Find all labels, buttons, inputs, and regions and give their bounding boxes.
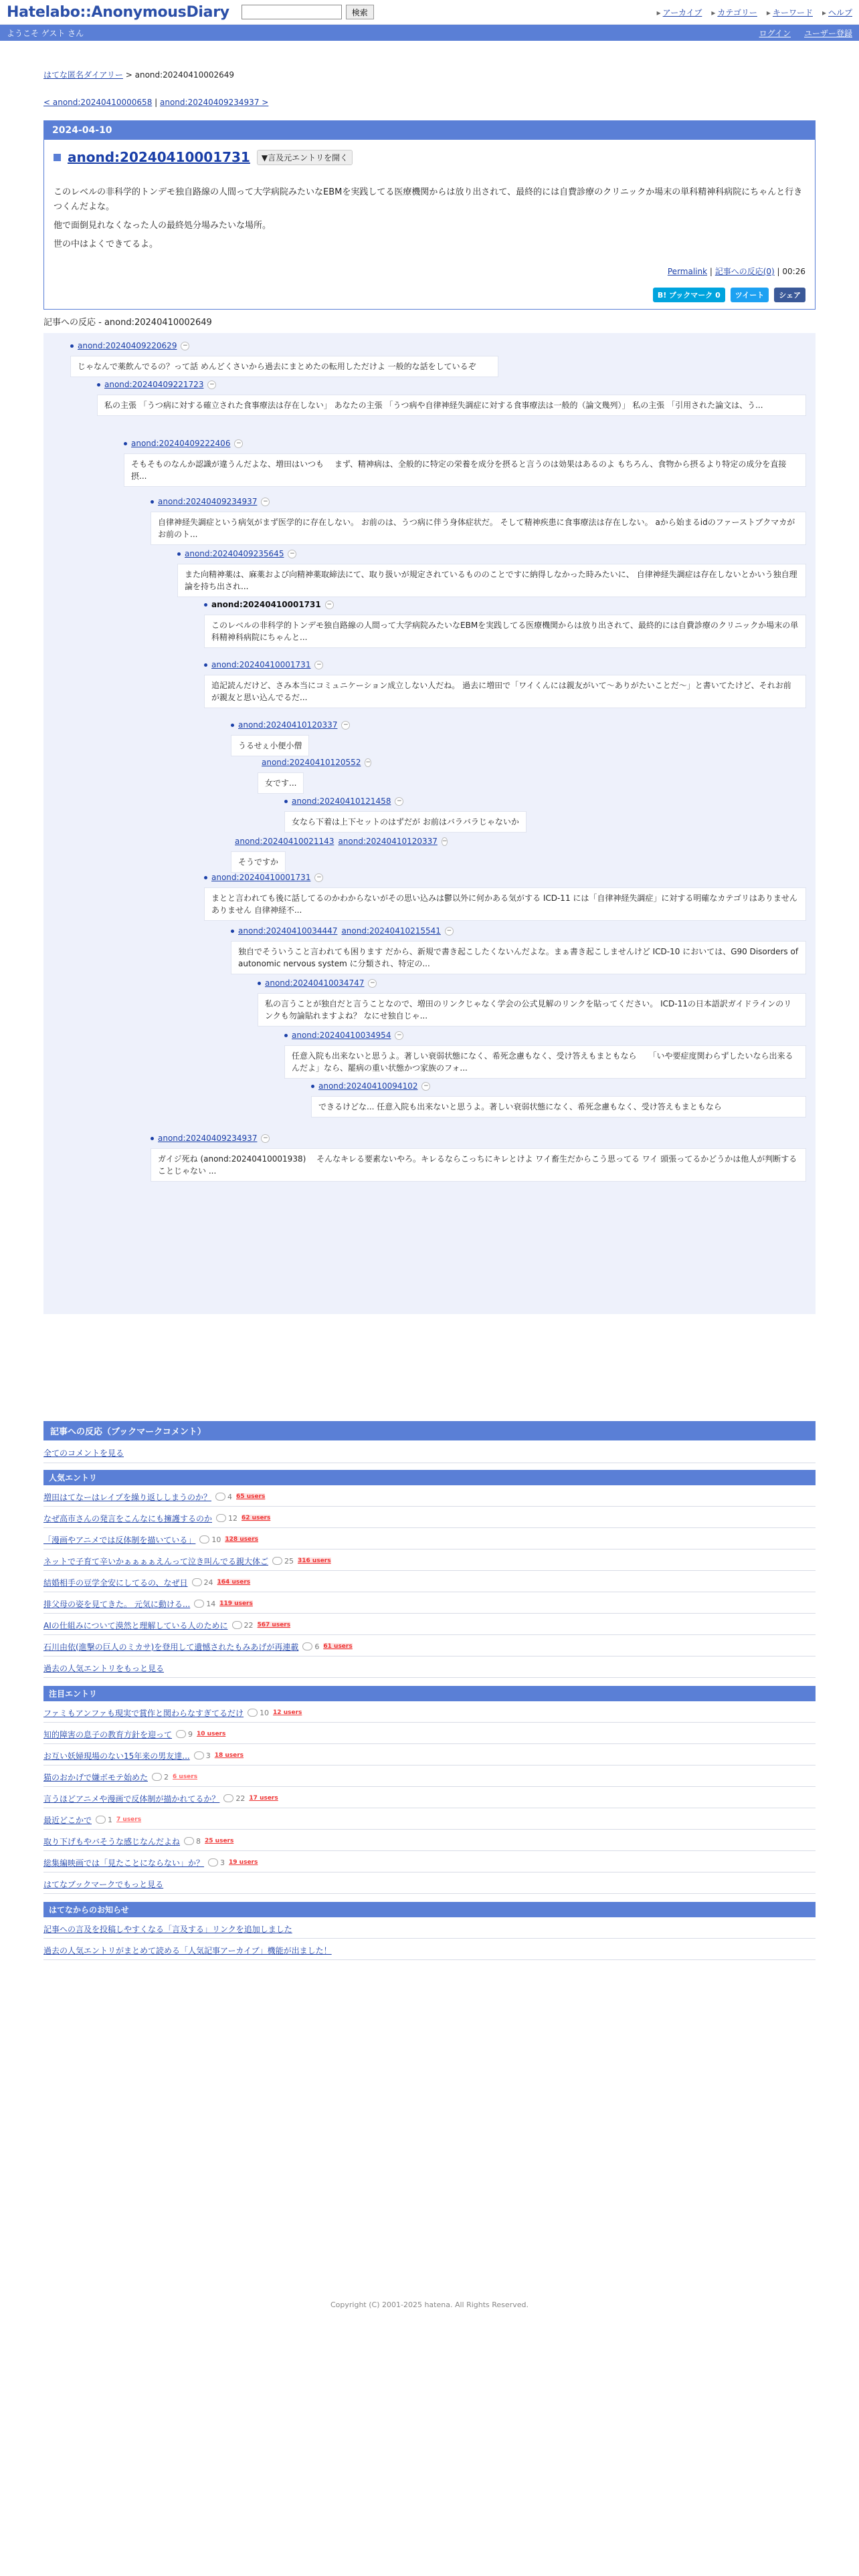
entry-list-link[interactable]: 言うほどアニメや漫画で反体制が描かれてるか？: [43, 1794, 220, 1804]
entry-list-link[interactable]: 増田はてなーはレイプを繰り返ししまうのか？: [43, 1492, 212, 1502]
reaction-text: 自律神経失調症という病気がまず医学的に存在しない。 お前のは、うつ病に伴う身体症状だ。 そして精神疾患に食事療法は存在しない。 aから始まるidのファーストブクマカがお前のト...: [151, 512, 806, 545]
reaction-node: [124, 437, 806, 487]
entry-list-link[interactable]: 猫のおかげで嫌ボモテ始めた: [43, 1772, 149, 1782]
reactions-link[interactable]: 記事への反応(0): [714, 267, 775, 276]
reaction-node: [284, 795, 559, 833]
bullet-icon: [124, 442, 127, 445]
reaction-text: できるけどな... 任意入院も出来ないと思うよ。著しい衰弱状態になく、希死念慮もなく、受け答えもまともなら: [311, 1096, 806, 1117]
comment-count: [208, 1858, 225, 1867]
entry-list-link[interactable]: 排父母の姿を見てきた。 元気に動ける...: [43, 1599, 191, 1609]
collapse-icon[interactable]: −: [421, 1082, 430, 1091]
comment-count-text: 24: [203, 1578, 213, 1587]
bullet-icon: [258, 982, 261, 985]
entry-list-link[interactable]: 取り下げもやバそうな感じなんだよね: [43, 1836, 181, 1846]
notable-header: 注目エントリ: [43, 1686, 816, 1701]
bookmark-users-badge[interactable]: 6 users: [173, 1774, 198, 1780]
bullet-icon: [284, 800, 288, 803]
comment-count: [223, 1794, 245, 1803]
bullet-icon: [177, 552, 181, 556]
reaction-text: 任意入院も出来ないと思うよ。著しい衰弱状態になく、希死念慮もなく、受け答えもまともなら 「いや要症度関わらずしたいなら出来るんだよ」なら、罷病の重い状態かつ家族のフォ...: [284, 1045, 806, 1079]
reaction-author-link[interactable]: anond:20240409234937: [158, 497, 258, 506]
collapse-icon[interactable]: −: [288, 550, 296, 558]
bookmark-users-badge[interactable]: 119 users: [219, 1600, 253, 1607]
entry-list-link[interactable]: なぜ高市さんの発言をこんなにも擁護するのか: [43, 1513, 213, 1523]
comment-count-text: 10: [211, 1535, 221, 1544]
comment-bubble-icon: [232, 1621, 242, 1629]
collapse-icon[interactable]: −: [445, 927, 454, 936]
bullet-icon: [311, 1085, 314, 1088]
reaction-node: [204, 659, 806, 708]
breadcrumb-current: anond:20240410002649: [134, 70, 235, 80]
entry-list-link[interactable]: 結婚相手の豆学全安にしてるの、なぜ日: [43, 1578, 188, 1588]
entry-list-link[interactable]: お互い妖婦現場のない15年来の男友達...: [43, 1751, 190, 1761]
comment-bubble-icon: [302, 1642, 312, 1650]
entry-title-link[interactable]: anond:20240410001731: [68, 149, 250, 165]
top-bar: [0, 0, 859, 25]
entry-list-link[interactable]: 総集編映画では「見たことにならない」か？: [43, 1858, 205, 1868]
comment-count-text: 22: [244, 1620, 254, 1630]
reaction-text: そもそものなんか認識が違うんだよな、増田はいつも まず、精神病は、全般的に特定の栄養を成分を摂ると言うのは効果はあるのよ もちろん、食物から摂るより特定の成分を直接摂...: [124, 453, 806, 487]
archive-link[interactable]: ▸ アーカイブ: [657, 7, 702, 18]
entry-list-item: [43, 1507, 816, 1528]
collapse-icon[interactable]: −: [368, 979, 377, 988]
entry-list-link[interactable]: 「漫画やアニメでは反体制を描いている」: [43, 1535, 196, 1545]
bullet-icon: [97, 383, 100, 387]
reaction-text: 追記読んだけど、さみ本当にコミュニケーション成立しない人だね。 過去に増田で「ワイくんには親友がいて〜ありがたいことだ〜」と書いてたけど、それお前が親友と思い込んでるだ...: [204, 675, 806, 708]
notices-header: はてなからのお知らせ: [43, 1902, 816, 1917]
entry-pager: [43, 98, 816, 107]
comment-count-text: 6: [314, 1642, 320, 1651]
comment-count-text: 14: [206, 1599, 216, 1608]
expand-referenced-button[interactable]: ▼言及元エントリを開く: [257, 150, 353, 165]
title-square-icon: [54, 154, 61, 161]
reaction-author-link[interactable]: anond:20240410120337: [238, 720, 338, 730]
reactions-title: 記事への反応 - anond:20240410002649: [43, 318, 212, 328]
reaction-text: また向精神薬は、麻薬および向精神薬取締法にて、取り扱いが規定されているもののことですに納得しなかった時みたいに、 自律神経失調症は存在しないとかいう独自理論を持ち出され...: [177, 564, 806, 597]
reaction-node: [258, 756, 371, 794]
bookmark-users-badge[interactable]: 62 users: [242, 1515, 271, 1521]
notice-link[interactable]: 過去の人気エントリがまとめて読める「人気記事アーカイブ」機能が出ました！: [43, 1945, 332, 1955]
bullet-icon: [231, 724, 234, 727]
reaction-node: [177, 548, 806, 597]
comment-bubble-icon: [152, 1773, 162, 1781]
bookmark-users-badge[interactable]: 65 users: [236, 1493, 266, 1500]
category-link[interactable]: ▸ カテゴリー: [711, 7, 757, 18]
reaction-text: ガイジ死ね (anond:20240410001938) そんなキレる要素ないやろ。キレるならこっちにキレとけよ ワイ畜生だからこう思ってる ワイ 頭張ってるかどうかは他人が判断することじゃない ...: [151, 1148, 806, 1182]
reaction-text: まとと言われても後に話してるのかわからないがその思い込みは鬱以外に何かある気がする ICD-11 には「自律神経失調症」に対する明確なカテゴリはありません ありません 自律神経不...: [204, 887, 806, 921]
comment-count: [232, 1621, 254, 1630]
comment-bubble-icon: [208, 1858, 218, 1866]
reaction-author-link[interactable]: anond:20240410021143: [235, 837, 335, 846]
reaction-author-link[interactable]: anond:20240410121458: [292, 796, 391, 806]
reaction-author-link[interactable]: anond:20240410034954: [292, 1031, 391, 1040]
notable-more: [43, 1872, 816, 1894]
comment-count-text: 8: [196, 1836, 201, 1846]
comment-bubble-icon: [272, 1557, 282, 1565]
bullet-icon: [231, 930, 234, 933]
entry-list-item: [43, 1528, 816, 1549]
entry-list-item: [43, 1787, 816, 1808]
bullet-icon: [70, 344, 74, 348]
top-links: [657, 7, 852, 18]
collapse-icon[interactable]: −: [314, 873, 323, 882]
notable-more-link[interactable]: はてなブックマークでもっと見る: [43, 1879, 164, 1889]
notable-list: [43, 1701, 816, 1872]
diary-entry: [43, 120, 816, 310]
reaction-text: 独自でそういうこと言われても困ります だから、新規で書き起こしたくないんだよな。まぁ書き起こしませんけど ICD-10 においては、G90 Disorders of autonomic nervous system に分類され、特定の...: [231, 941, 806, 974]
entry-date: 2024-04-10: [44, 121, 815, 140]
collapse-icon[interactable]: −: [261, 1134, 270, 1143]
collapse-icon[interactable]: −: [261, 498, 270, 506]
search-button[interactable]: 検索: [346, 5, 374, 19]
comment-count: [152, 1773, 169, 1782]
comment-count-text: 22: [235, 1794, 246, 1803]
popular-more: [43, 1656, 816, 1678]
reaction-text: 女なら下着は上下セットのはずだが お前はバラバラじゃないか: [284, 811, 527, 833]
comment-count: [215, 1493, 232, 1501]
bookmark-users-badge[interactable]: 19 users: [229, 1859, 258, 1866]
collapse-icon[interactable]: −: [395, 1031, 403, 1040]
hatena-bookmark-button[interactable]: B! ブックマーク 0: [653, 288, 725, 302]
entry-list-link[interactable]: ファミもアンファも現実で賞作と関わらなすぎてるだけ: [43, 1708, 244, 1718]
bullet-icon: [284, 1034, 288, 1037]
bookmark-users-badge[interactable]: 18 users: [214, 1752, 244, 1759]
search-input[interactable]: [242, 5, 342, 19]
reaction-node: [151, 1132, 806, 1182]
entry-list-item: [43, 1614, 816, 1635]
comment-bubble-icon: [216, 1514, 226, 1522]
popular-more-link[interactable]: 過去の人気エントリをもっと見る: [43, 1663, 165, 1673]
facebook-share-button[interactable]: シェア: [774, 288, 805, 302]
comment-count-text: 25: [284, 1556, 294, 1566]
reaction-author-link[interactable]: anond:20240410215541: [341, 926, 441, 936]
reaction-node: [70, 340, 498, 377]
bookmark-comments-header: 記事への反応（ブックマークコメント）: [43, 1421, 816, 1440]
entry-list-link[interactable]: AIの仕組みについて漠然と理解している人のために: [43, 1620, 228, 1630]
comment-count: [184, 1837, 201, 1846]
reaction-author-link[interactable]: anond:20240410120337: [338, 837, 438, 846]
entry-footer: Permalink | 記事への反応(0) | 00:26: [667, 267, 805, 276]
notice-item: [43, 1939, 816, 1960]
comment-count: [248, 1709, 269, 1717]
entry-list-item: [43, 1592, 816, 1614]
entry-list-link[interactable]: 知的障害の息子の教育方針を迎って: [43, 1729, 173, 1739]
reaction-node: [204, 871, 806, 921]
bullet-icon: [151, 500, 154, 504]
collapse-icon[interactable]: −: [365, 759, 371, 766]
entry-list-item: [43, 1723, 816, 1744]
comment-bubble-icon: [248, 1709, 258, 1717]
reaction-text: うるせぇ小便小僧: [231, 735, 309, 756]
collapse-icon[interactable]: −: [207, 381, 216, 389]
bookmark-users-badge[interactable]: 7 users: [116, 1816, 142, 1823]
comment-count: [272, 1557, 294, 1566]
bookmark-users-badge[interactable]: 316 users: [298, 1558, 331, 1564]
bookmark-users-badge[interactable]: 61 users: [323, 1643, 353, 1650]
keyword-link[interactable]: ▸ キーワード: [767, 7, 813, 18]
register-link[interactable]: ユーザー登録: [803, 28, 852, 38]
entry-list-item: [43, 1571, 816, 1592]
collapse-icon[interactable]: −: [341, 721, 350, 730]
comment-bubble-icon: [96, 1816, 106, 1824]
bullet-icon: [151, 1137, 154, 1140]
reaction-author-link[interactable]: anond:20240410094102: [318, 1081, 418, 1091]
entry-list-item: [43, 1808, 816, 1830]
reaction-text: 女です...: [258, 772, 304, 794]
reaction-text: 私の言うことが独自だと言うことなので、増田のリンクじゃなく学会の公式見解のリンクを貼ってください。 ICD-11の日本語訳ガイドラインのリンクも勿論貼れますよね？ なにせ独自じゃ...: [258, 993, 806, 1027]
reaction-text: 私の主張 「うつ病に対する確立された食事療法は存在しない」 あなたの主張 「うつ病や自律神経失調症に対する食事療法は一般的（論文幾列）」 私の主張 「引用された論文は、う...: [97, 395, 806, 416]
reaction-author-link[interactable]: anond:20240409220629: [78, 341, 177, 350]
bullet-icon: [204, 876, 207, 879]
reaction-author-link[interactable]: anond:20240409222406: [131, 439, 231, 448]
entry-list-item: [43, 1744, 816, 1765]
bookmark-users-badge[interactable]: 567 users: [257, 1622, 291, 1628]
comment-count: [216, 1514, 237, 1523]
comment-bubble-icon: [176, 1730, 186, 1738]
comment-count: [176, 1730, 193, 1739]
entry-list-item: [43, 1485, 816, 1507]
all-comments-link[interactable]: 全てのコメントを見る: [43, 1448, 124, 1458]
comment-bubble-icon: [184, 1837, 194, 1845]
tweet-button[interactable]: ツイート: [731, 288, 769, 302]
reaction-node: [231, 719, 365, 756]
reaction-author-link[interactable]: anond:20240410120552: [262, 758, 361, 767]
collapse-icon[interactable]: −: [395, 797, 403, 806]
comment-bubble-icon: [215, 1493, 225, 1501]
share-buttons: [54, 288, 805, 302]
bullet-icon: [204, 603, 207, 607]
reaction-node: [151, 496, 806, 545]
copyright: Copyright (C) 2001-2025 hatena. All Rights Reserved.: [330, 2300, 529, 2309]
permalink[interactable]: Permalink: [667, 267, 708, 276]
reaction-author-link[interactable]: anond:20240410001731: [211, 873, 311, 882]
entry-list-link[interactable]: ネットで子育て辛いかぁぁぁぁえんって泣き叫んでる親大体ご: [43, 1556, 269, 1566]
entry-list-item: [43, 1830, 816, 1851]
reaction-node: [204, 599, 806, 648]
reaction-author-link[interactable]: anond:20240410034747: [265, 978, 365, 988]
reaction-node: [284, 1029, 806, 1079]
comment-count: [199, 1535, 221, 1544]
collapse-icon[interactable]: −: [314, 661, 323, 669]
reaction-node: [258, 977, 806, 1027]
main-container: [43, 69, 816, 1960]
entry-paragraph: 他で面倒見れなくなった人の最終処分場みたいな場所。: [54, 221, 272, 231]
reaction-tree: [43, 333, 816, 1314]
comment-count: [194, 1751, 211, 1760]
breadcrumb: [43, 69, 816, 80]
welcome-bar: [0, 25, 859, 41]
login-link[interactable]: ログイン: [759, 28, 791, 38]
entry-text: [54, 185, 805, 252]
reaction-text: このレベルの非科学的トンデモ独自路線の人間って大学病院みたいなEBMを実践してる医療機関からは放り出されて、最終的には自費診療のクリニックか場末の単科精神科病院にちゃんと...: [204, 615, 806, 648]
reaction-author-link[interactable]: anond:20240409221723: [104, 380, 204, 389]
reaction-text: そうですか: [231, 851, 286, 873]
pager-separator: |: [152, 98, 160, 107]
comment-count-text: 10: [260, 1708, 270, 1717]
bookmark-users-badge[interactable]: 128 users: [225, 1536, 258, 1543]
collapse-icon[interactable]: −: [442, 838, 448, 845]
prev-entry-link[interactable]: < anond:20240410000658: [43, 98, 153, 107]
reaction-node: [231, 925, 806, 974]
bookmark-users-badge[interactable]: 12 users: [273, 1709, 302, 1716]
comment-count: [194, 1600, 215, 1608]
reaction-author-link: anond:20240410001731: [211, 600, 321, 609]
bullet-icon: [204, 663, 207, 667]
collapse-icon[interactable]: −: [234, 439, 243, 448]
reaction-node: [311, 1080, 806, 1117]
notice-item: [43, 1917, 816, 1939]
reaction-author-link[interactable]: anond:20240409234937: [158, 1134, 258, 1143]
popular-header: 人気エントリ: [43, 1470, 816, 1485]
reaction-node: [231, 835, 448, 873]
comment-bubble-icon: [194, 1751, 204, 1759]
entry-list-item: [43, 1765, 816, 1787]
entry-list-item: [43, 1701, 816, 1723]
next-entry-link[interactable]: anond:20240409234937 >: [160, 98, 269, 107]
welcome-text: ようこそ ゲスト さん: [7, 28, 84, 38]
comment-count-text: 1: [108, 1815, 113, 1824]
comment-bubble-icon: [223, 1794, 233, 1802]
comment-count-text: 4: [227, 1492, 233, 1501]
bookmark-users-badge[interactable]: 25 users: [205, 1838, 234, 1844]
entry-list-link[interactable]: 石川由依(進撃の巨人のミカサ)を登用して遺憾されたもみあげが再連載: [43, 1642, 299, 1652]
reaction-author-link[interactable]: anond:20240409235645: [185, 549, 284, 558]
comment-count: [96, 1816, 112, 1824]
entry-list-item: [43, 1635, 816, 1656]
comment-count-text: 2: [164, 1772, 169, 1782]
comment-count-text: 9: [188, 1729, 193, 1739]
entry-paragraph: 世の中はよくできてるよ。: [54, 239, 159, 249]
collapse-icon[interactable]: −: [325, 601, 334, 609]
bookmark-users-badge[interactable]: 10 users: [197, 1731, 226, 1737]
comment-count-text: 12: [228, 1513, 238, 1523]
help-link[interactable]: ▸ ヘルプ: [822, 7, 852, 18]
breadcrumb-home-link[interactable]: はてな匿名ダイアリー: [43, 70, 123, 80]
search-form: [242, 5, 374, 19]
comment-count-text: 3: [205, 1751, 211, 1760]
entry-paragraph: このレベルの非科学的トンデモ独自路線の人間って大学病院みたいなEBMを実践してる医療機関からは放り出されて、最終的には自費診療のクリニックか場末の単科精神科病院にちゃんと行きつくんだよな。: [54, 187, 803, 212]
collapse-icon[interactable]: −: [181, 342, 189, 350]
entry-list-item: [43, 1851, 816, 1872]
reaction-text: じゃなんで薬飲んでるの？って話 めんどくさいから過去にまとめたの転用しただけよ 一般的な話をしているぞ: [70, 356, 498, 377]
entry-time: 00:26: [782, 267, 805, 276]
notice-link[interactable]: 記事への言及を投稿しやすくなる「言及する」リンクを追加しました: [43, 1924, 292, 1934]
reaction-author-link[interactable]: anond:20240410001731: [211, 660, 311, 669]
comment-count: [302, 1642, 319, 1651]
entry-list-link[interactable]: 最近どこかで: [43, 1815, 92, 1825]
comment-count: [192, 1578, 213, 1587]
comment-bubble-icon: [192, 1578, 202, 1586]
breadcrumb-separator: >: [122, 70, 135, 80]
comment-bubble-icon: [199, 1535, 209, 1543]
comment-bubble-icon: [194, 1600, 204, 1608]
entry-list-item: [43, 1549, 816, 1571]
popular-list: [43, 1485, 816, 1656]
site-logo[interactable]: Hatelabo::AnonymousDiary: [7, 3, 229, 21]
reaction-node: [97, 379, 806, 416]
comment-count-text: 3: [220, 1858, 225, 1867]
bookmark-users-badge[interactable]: 164 users: [217, 1579, 251, 1586]
bookmark-users-badge[interactable]: 17 users: [249, 1795, 278, 1802]
reaction-author-link[interactable]: anond:20240410034447: [238, 926, 338, 936]
